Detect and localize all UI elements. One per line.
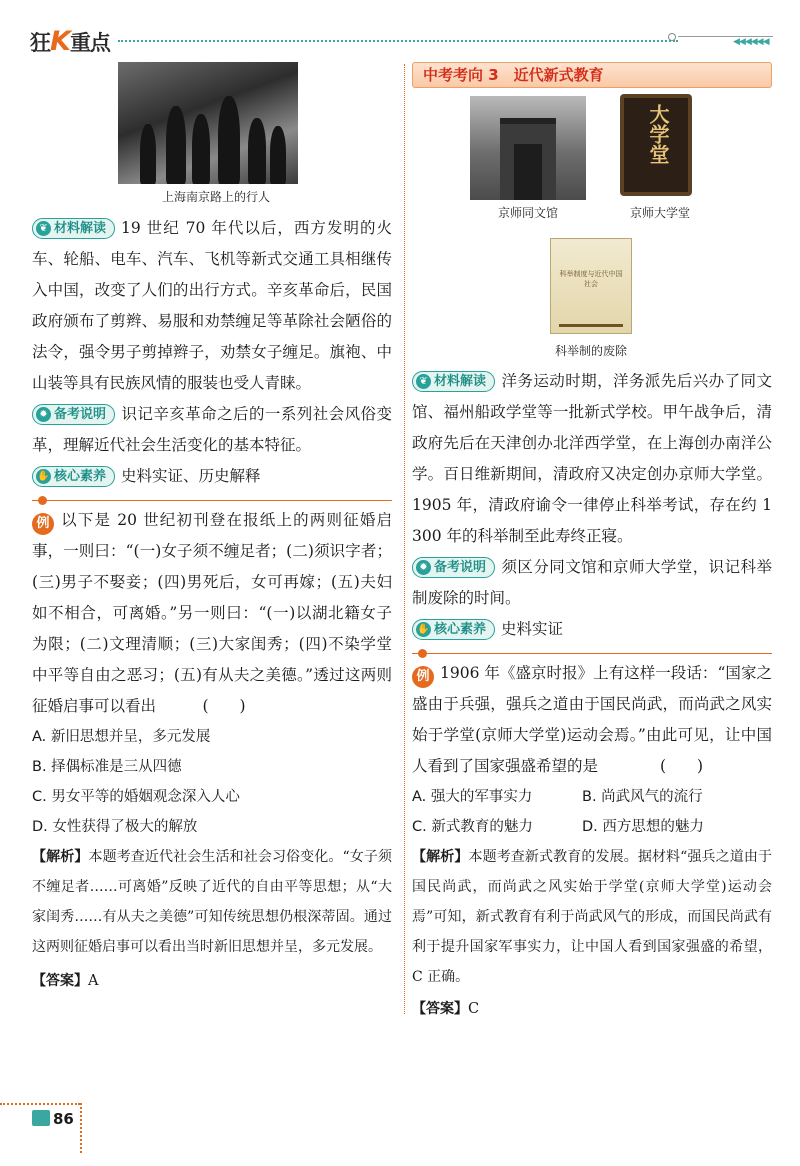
example-badge: 例: [32, 513, 54, 535]
analysis: 【解析】本题考查近代社会生活和社会习俗变化。“女子须不缠足者……可离婚”反映了近代的自由平等思想；从“大家闺秀……有从夫之美德”可知传统思想仍根深蒂固。通过这两则征婚启事可以看出当时新旧思想并呈，多元发展。: [32, 849, 393, 955]
example-rule: [32, 500, 392, 501]
photo-caption: 上海南京路上的行人: [161, 190, 270, 204]
header-circle-icon: [668, 33, 676, 41]
hand-icon: ✋: [417, 624, 430, 635]
nanjing-road-photo: [118, 62, 298, 184]
material-text: 19 世纪 70 年代以后，西方发明的火车、轮船、电车、汽车、飞机等新式交通工具相继传入中国，改变了人们的出行方式。辛亥革命后，民国政府颁布了剪辫、易服和劝禁缠足等革除社会陋俗的法令，强令男子剪掉辫子，劝禁女子缠足。旗袍、中山装等具有民族风情的服装也受人青睐。: [32, 219, 392, 392]
caption-tongwenguan: 京师同文馆: [497, 206, 558, 220]
question-text: 以下是 20 世纪初刊登在报纸上的两则征婚启事，一则曰：“(一)女子须不缠足者；(二)须识字者；(三)男子不娶妾；(四)男死后，女可再嫁；(五)夫妇如不相合，可离婚。”另一则曰：“(一)以湖北籍女子为限；(二)文理清顺；(三)大家闺秀；(四)不染学堂中平等自由之恶习；(五)有从夫之美德。”透过这两则征婚启事可以看出 ( ): [32, 511, 392, 715]
example-question: [412, 658, 772, 782]
caption-daxuetang: 京师大学堂: [629, 206, 690, 220]
material-text: 洋务运动时期，洋务派先后兴办了同文馆、福州船政学堂等一批新式学校。甲午战争后，清政府先后在天津创办北洋西学堂，在上海创办南洋公学。百日维新期间，清政府又决定创办京师大学堂。1905 年，清政府谕令一律停止科举考试，存在约 1 300 年的科举制至此寿终正寝。: [412, 372, 772, 545]
option-d: D. 西方思想的魅力: [582, 819, 704, 835]
core-text: 史料实证: [501, 620, 564, 638]
material-tag: ❦ 材料解读: [412, 371, 495, 392]
leaf-icon: ❦: [36, 221, 51, 236]
book-icon: [32, 1110, 50, 1126]
exam-tag: ✹ 备考说明: [412, 557, 495, 578]
hand-icon: ✋: [37, 471, 50, 482]
answer-text: A: [88, 973, 99, 989]
daxuetang-plaque: [620, 94, 692, 196]
logo-k: K: [50, 26, 70, 57]
column-divider: [404, 64, 405, 1014]
material-section: [32, 213, 392, 399]
core-text: 史料实证、历史解释: [121, 467, 261, 485]
option-a: A. 强大的军事实力: [412, 789, 533, 805]
example-badge: 例: [412, 666, 434, 688]
caption-keju: 科举制的废除: [554, 344, 627, 358]
option-b: B. 择偶标准是三从四德: [32, 759, 182, 775]
header-dotted-rule: [118, 40, 678, 42]
section-banner: 中考考向 3 近代新式教育: [412, 62, 772, 88]
answer: 【答案】C: [412, 1001, 480, 1017]
exam-section: [412, 552, 772, 614]
option-c: C. 新式教育的魅力: [412, 819, 533, 835]
core-section: [412, 614, 772, 645]
exam-text: 须区分同文馆和京师大学堂，识记科举制废除的时间。: [412, 558, 772, 607]
left-column: [32, 62, 392, 996]
footer-dotted-rule: [0, 1103, 80, 1105]
analysis-text: 本题考查新式教育的发展。据材料“强兵之道由于国民尚武，而尚武之风实始于学堂(京师大学堂)运动会焉”可知，新式教育有利于尚武风气的形成，而国民尚武有利于提升国家军事实力，让中国人看到国家强盛的希望，C 正确。: [412, 849, 773, 985]
right-column: [412, 62, 772, 1024]
bulb-icon: ✹: [36, 407, 51, 422]
book-cover: [550, 238, 632, 334]
core-section: [32, 461, 392, 492]
material-section: [412, 366, 772, 552]
exam-text: 识记辛亥革命之后的一系列社会风俗变革，理解近代社会生活变化的基本特征。: [32, 405, 392, 454]
logo-part: 狂: [30, 31, 50, 55]
plaque-text: 大学堂: [646, 104, 670, 164]
option-c: C. 男女平等的婚姻观念深入人心: [32, 789, 240, 805]
analysis: 【解析】本题考查新式教育的发展。据材料“强兵之道由于国民尚武，而尚武之风实始于学堂(京师大学堂)运动会焉”可知，新式教育有利于尚武风气的形成，而国民尚武有利于提升国家军事实力，让中国人看到国家强盛的希望，C 正确。: [412, 849, 773, 985]
tongwenguan-photo: [470, 96, 586, 200]
exam-tag: ✹ 备考说明: [32, 404, 115, 425]
options-row-1: [412, 782, 772, 812]
header-arrows-icon: ◀◀◀◀◀◀: [733, 37, 769, 47]
example-rule: [412, 653, 772, 654]
leaf-icon: ❦: [416, 374, 431, 389]
page-number: 86: [32, 1110, 74, 1128]
example-question: [32, 505, 392, 722]
options-row-2: [412, 812, 772, 842]
core-tag: ✋ 核心素养: [32, 466, 115, 487]
logo-part: 重点: [69, 31, 110, 55]
option-d: D. 女性获得了极大的解放: [32, 819, 198, 835]
brand-logo: [30, 26, 110, 57]
material-tag: ❦ 材料解读: [32, 218, 115, 239]
answer: 【答案】A: [32, 973, 99, 989]
footer-dotted-vertical: [80, 1103, 82, 1153]
book-area: [412, 228, 772, 368]
bulb-icon: ✹: [416, 560, 431, 575]
option-b: B. 尚武风气的流行: [582, 789, 703, 805]
exam-section: [32, 399, 392, 461]
core-tag: ✋ 核心素养: [412, 619, 495, 640]
question-text: 1906 年《盛京时报》上有这样一段话：“国家之盛由于兵强，强兵之道由于国民尚武，而尚武之风实始于学堂(京师大学堂)运动会焉。”由此可见，让中国人看到了国家强盛希望的是 ( ): [412, 664, 772, 775]
answer-text: C: [468, 1001, 480, 1017]
option-a: A. 新旧思想并呈，多元发展: [32, 729, 211, 745]
book-title: 科举制度与近代中国社会: [559, 270, 623, 288]
analysis-text: 本题考查近代社会生活和社会习俗变化。“女子须不缠足者……可离婚”反映了近代的自由平等思想；从“大家闺秀……有从夫之美德”可知传统思想仍根深蒂固。通过这两则征婚启事可以看出当时新旧思想并呈，多元发展。: [32, 849, 393, 955]
